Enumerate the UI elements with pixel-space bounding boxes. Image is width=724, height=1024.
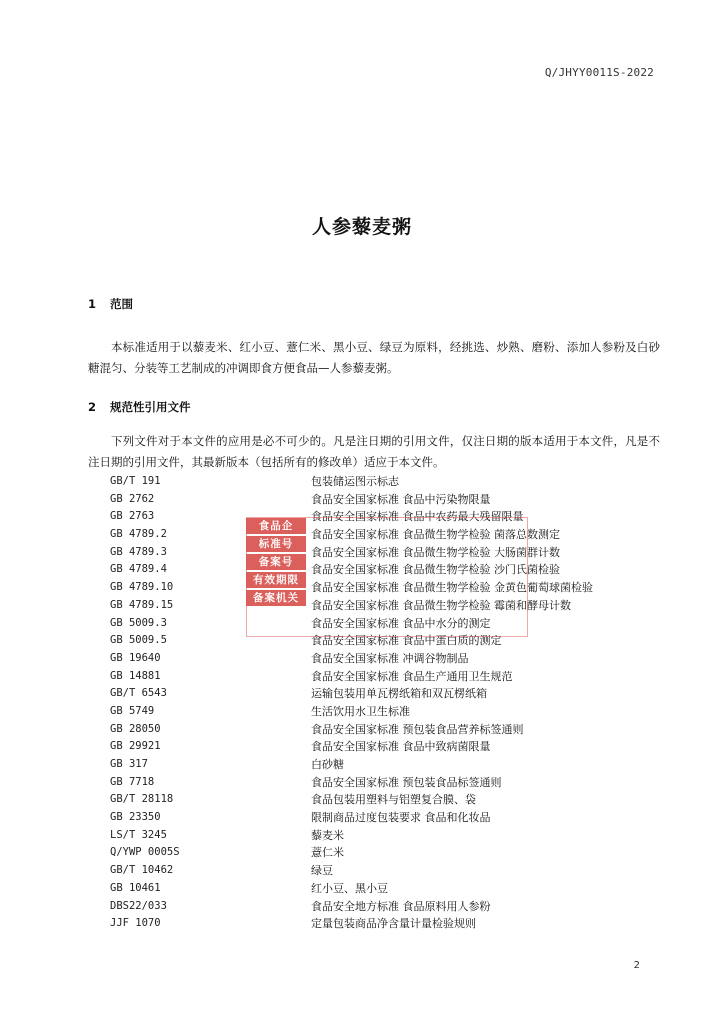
reference-code: GB/T 6543 — [110, 687, 167, 700]
stamp-label: 备案号 — [246, 554, 306, 570]
reference-title: 食品安全国家标准 食品微生物学检验 大肠菌群计数 — [311, 545, 560, 559]
reference-row — [110, 898, 670, 916]
reference-row — [110, 721, 670, 739]
reference-title: 食品安全国家标准 食品微生物学检验 沙门氏菌检验 — [311, 563, 560, 577]
section-1-number: 1 — [88, 297, 97, 311]
section-1-paragraph: 本标准适用于以藜麦米、红小豆、薏仁米、黑小豆、绿豆为原料，经挑选、炒熟、磨粉、添加人参粉及白砂糖混匀、分装等工艺制成的冲调即食方便食品—人参藜麦粥。 — [88, 340, 660, 375]
reference-title: 食品安全国家标准 食品中污染物限量 — [311, 492, 491, 506]
reference-title: 绿豆 — [311, 864, 333, 878]
reference-code: Q/YWP 0005S — [110, 846, 180, 859]
reference-code: GB 7718 — [110, 775, 155, 788]
page-number: 2 — [633, 960, 640, 971]
reference-code: LS/T 3245 — [110, 828, 167, 841]
reference-code: GB 4789.2 — [110, 528, 167, 541]
section-1-title: 范围 — [110, 297, 134, 311]
reference-code: GB/T 28118 — [110, 793, 174, 806]
reference-code: GB 29921 — [110, 740, 161, 753]
reference-title: 食品安全国家标准 食品中致病菌限量 — [311, 740, 491, 754]
reference-row — [110, 738, 670, 756]
reference-row — [110, 791, 670, 809]
stamp-label: 有效期限 — [246, 572, 306, 588]
reference-title: 运输包装用单瓦楞纸箱和双瓦楞纸箱 — [311, 687, 487, 701]
reference-code: GB 19640 — [110, 651, 161, 664]
reference-row — [110, 668, 670, 686]
reference-row — [110, 650, 670, 668]
reference-row — [110, 756, 670, 774]
reference-title: 薏仁米 — [311, 846, 344, 860]
reference-code: GB 4789.10 — [110, 581, 174, 594]
reference-row — [110, 473, 670, 491]
reference-code: GB 5009.3 — [110, 616, 167, 629]
section-2-title: 规范性引用文件 — [110, 400, 191, 414]
section-2-number: 2 — [88, 400, 97, 414]
reference-row — [110, 862, 670, 880]
reference-title: 生活饮用水卫生标准 — [311, 704, 410, 718]
reference-row — [110, 915, 670, 933]
stamp-label: 标准号 — [246, 536, 306, 552]
reference-title: 限制商品过度包装要求 食品和化妆品 — [311, 811, 491, 825]
reference-code: GB 14881 — [110, 669, 161, 682]
reference-code: GB/T 191 — [110, 475, 161, 487]
stamp-label: 食品企 — [246, 518, 306, 534]
stamp-frame — [246, 517, 528, 637]
reference-code: GB 4789.3 — [110, 545, 167, 558]
reference-title: 定量包装商品净含量计量检验规则 — [311, 917, 476, 931]
reference-code: GB 5009.5 — [110, 634, 167, 647]
reference-code: GB 23350 — [110, 811, 161, 824]
reference-title: 食品安全地方标准 食品原料用人参粉 — [311, 899, 491, 913]
reference-code: GB 4789.4 — [110, 563, 167, 576]
reference-row — [110, 827, 670, 845]
reference-row — [110, 703, 670, 721]
reference-title: 食品安全国家标准 食品中水分的测定 — [311, 616, 491, 630]
reference-title: 藜麦米 — [311, 828, 344, 842]
reference-row — [110, 844, 670, 862]
reference-title: 食品包装用塑料与铝塑复合膜、袋 — [311, 793, 476, 807]
reference-title: 红小豆、黑小豆 — [311, 881, 388, 895]
reference-title: 食品安全国家标准 食品中蛋白质的测定 — [311, 634, 502, 648]
reference-code: GB 4789.15 — [110, 598, 174, 611]
reference-code: DBS22/033 — [110, 899, 167, 912]
reference-code: GB 10461 — [110, 881, 161, 894]
reference-code: GB 2762 — [110, 492, 155, 505]
reference-code: GB 5749 — [110, 704, 155, 717]
reference-code: GB 2763 — [110, 510, 155, 523]
document-code: Q/JHYY0011S-2022 — [544, 66, 654, 79]
reference-row — [110, 491, 670, 509]
reference-row — [110, 809, 670, 827]
section-2-heading — [88, 399, 191, 415]
reference-title: 食品安全国家标准 食品中农药最大残留限量 — [311, 510, 524, 524]
reference-code: JJF 1070 — [110, 917, 161, 930]
reference-row — [110, 880, 670, 898]
document-title: 人参藜麦粥 — [311, 216, 412, 238]
reference-title: 食品安全国家标准 食品微生物学检验 霉菌和酵母计数 — [311, 598, 571, 612]
reference-title: 白砂糖 — [311, 758, 344, 771]
reference-code: GB 28050 — [110, 722, 161, 735]
reference-title: 食品安全国家标准 食品微生物学检验 菌落总数测定 — [311, 528, 560, 542]
reference-title: 食品安全国家标准 食品生产通用卫生规范 — [311, 669, 513, 683]
section-2-paragraph: 下列文件对于本文件的应用是必不可少的。凡是注日期的引用文件，仅注日期的版本适用于本文件，凡是不注日期的引用文件，其最新版本（包括所有的修改单）适应于本文件。 — [88, 434, 660, 469]
reference-title: 食品安全国家标准 预包装食品标签通则 — [311, 775, 502, 789]
reference-code: GB/T 10462 — [110, 864, 174, 877]
reference-title: 包装储运图示标志 — [311, 475, 399, 488]
reference-row — [110, 685, 670, 703]
reference-code: GB 317 — [110, 758, 148, 770]
reference-title: 食品安全国家标准 冲调谷物制品 — [311, 651, 469, 665]
reference-title: 食品安全国家标准 食品微生物学检验 金黄色葡萄球菌检验 — [311, 581, 593, 595]
reference-row — [110, 774, 670, 792]
stamp-label: 备案机关 — [246, 590, 306, 606]
section-1-heading — [88, 296, 133, 312]
reference-title: 食品安全国家标准 预包装食品营养标签通则 — [311, 722, 524, 736]
